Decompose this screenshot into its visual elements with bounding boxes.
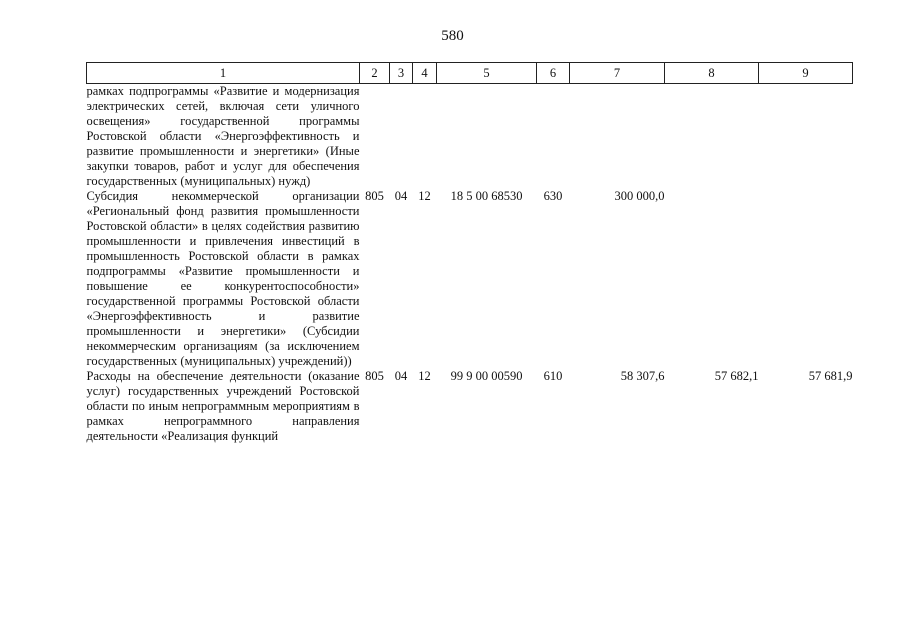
cell-amount-col7: 300 000,0 <box>614 189 665 203</box>
row-description: рамках подпрограммы «Развитие и модернизация электрических сетей, включая сети уличного освещения» государственной программы Ростовской области «Энергоэффективность и развитие промышленности и энергетики» (Иные закупки товаров, работ и услуг для обеспечения государственных (муниципальных) нужд) <box>86 84 360 188</box>
cell-expense-type: 610 <box>543 369 563 383</box>
cell-target-article: 18 5 00 68530 <box>450 189 523 203</box>
cell-amount-col8 <box>665 84 759 190</box>
cell-amount-col9 <box>759 84 853 190</box>
cell-target-article <box>437 84 537 190</box>
column-header-9: 9 <box>759 63 853 84</box>
cell-target-article: 99 9 00 00590 <box>450 369 523 383</box>
header-row <box>87 63 853 84</box>
cell-section: 04 <box>394 189 408 203</box>
row-description: Субсидия некоммерческой организации «Региональный фонд развития промышленности Ростовской области» в целях содействия развитию промышленности и привлечения инвестиций в промышленность Ростовской области в рамках подпрограммы «Развитие промышленности и повышение ее конкурентоспособности» государственной программы Ростовской области «Энергоэффективность и развитие промышленности и энергетики» (Субсидии некоммерческим организациям (за исключением государственных (муниципальных) учреждений)) <box>86 189 360 368</box>
cell-expense-type: 630 <box>543 189 563 203</box>
column-header-5: 5 <box>437 63 537 84</box>
cell-ministry-code: 805 <box>365 189 384 203</box>
cell-section <box>390 84 413 190</box>
cell-amount-col8: 57 682,1 <box>714 369 759 383</box>
cell-expense-type <box>537 84 570 190</box>
column-header-7: 7 <box>570 63 665 84</box>
cell-amount-col9: 57 681,9 <box>808 369 853 383</box>
column-header-2: 2 <box>360 63 390 84</box>
cell-amount-col7 <box>570 84 665 190</box>
cell-subsection: 12 <box>418 369 431 383</box>
cell-amount-col7: 58 307,6 <box>620 369 665 383</box>
column-header-6: 6 <box>537 63 570 84</box>
budget-table <box>86 62 853 444</box>
column-header-8: 8 <box>665 63 759 84</box>
cell-ministry-code: 805 <box>365 369 384 383</box>
table-row <box>87 84 853 190</box>
cell-amount-col9 <box>759 189 853 369</box>
column-header-3: 3 <box>390 63 413 84</box>
cell-section: 04 <box>394 369 408 383</box>
cell-amount-col8 <box>665 189 759 369</box>
page-number: 580 <box>441 28 464 44</box>
row-description: Расходы на обеспечение деятельности (оказание услуг) государственных учреждений Ростовской области по иным непрограммным мероприятиям в рамках непрограммного направления деятельности «Реализация функций <box>86 369 360 443</box>
table-row <box>87 369 853 444</box>
column-header-1: 1 <box>87 63 360 84</box>
cell-subsection: 12 <box>418 189 431 203</box>
column-header-4: 4 <box>413 63 437 84</box>
cell-subsection <box>413 84 437 190</box>
cell-ministry-code <box>360 84 390 190</box>
table-row <box>87 189 853 369</box>
